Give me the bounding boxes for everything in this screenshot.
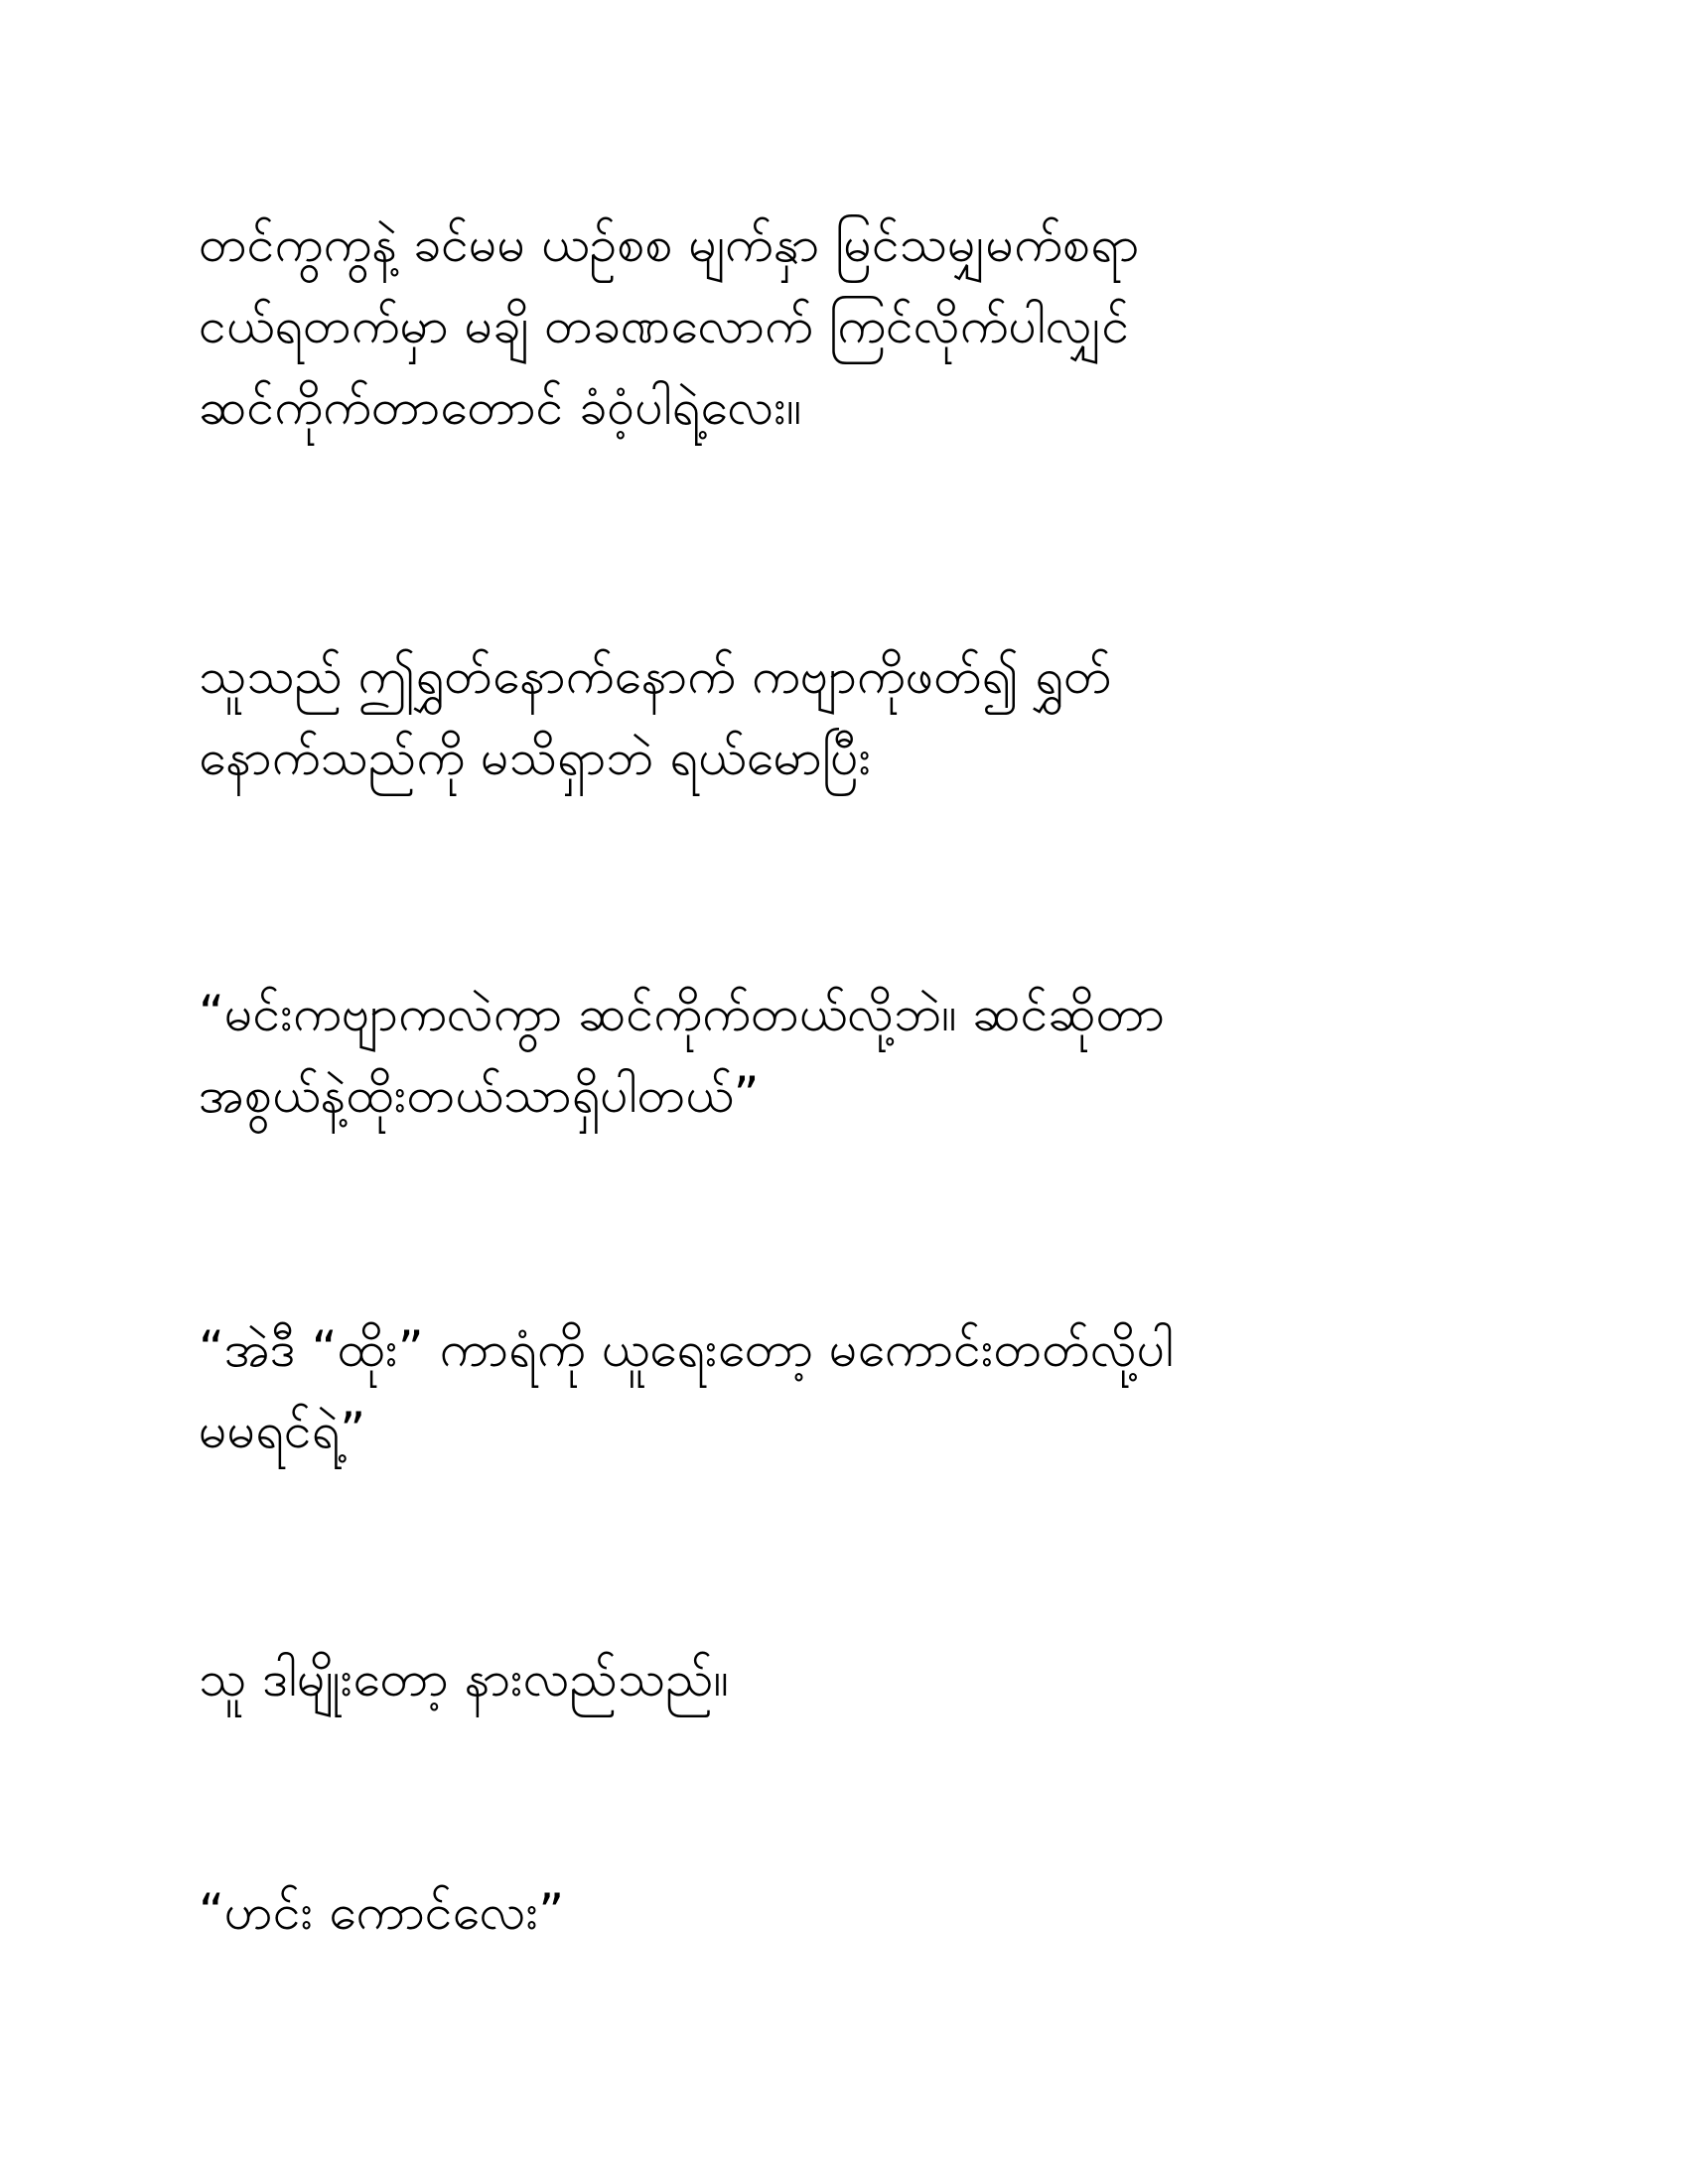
text-line: ဆင်ကိုက်တာတောင် ခံဝံ့ပါရဲ့လေး။: [199, 378, 802, 436]
paragraph-3: [199, 973, 1489, 1136]
text-line: ငယ်ရတက်မှာ မချိ တခဏလောက် ကြင်လိုက်ပါလျှင်: [199, 297, 1130, 354]
text-line: “အဲဒီ “ထိုး” ကာရံကို ယူရေးတော့ မကောင်းတတ်လို့ပါ: [199, 1320, 1174, 1378]
text-line: သူ ဒါမျိုးတော့ နားလည်သည်။: [199, 1650, 729, 1707]
text-line: မမရင်ရဲ့”: [199, 1402, 366, 1459]
text-line: “မင်းကဗျာကလဲကွာ ဆင်ကိုက်တယ်လို့ဘဲ။ ဆင်ဆိုတာ: [199, 985, 1165, 1042]
text-line: တင်ကွကွနဲ့ ခင်မမ ယဉ်စစ မျက်နှာ မြင်သမျှမက်စရာ: [199, 215, 1140, 273]
paragraph-1: [199, 204, 1489, 448]
text-line: နောက်သည်ကို မသိရှာဘဲ ရယ်မောပြီး: [199, 729, 872, 786]
text-line: “ဟင်း ကောင်လေး”: [199, 1883, 565, 1941]
text-line: အစွယ်နဲ့ထိုးတယ်သာရှိပါတယ်”: [199, 1066, 760, 1124]
text-line: သူသည် ဤရွှတ်နောက်နောက် ကဗျာကိုဖတ်၍ ရွှတ်: [199, 647, 1112, 705]
paragraph-5: [199, 1638, 1489, 1719]
paragraph-4: [199, 1308, 1489, 1471]
paragraph-2: [199, 635, 1489, 798]
paragraph-6: [199, 1871, 1489, 1953]
